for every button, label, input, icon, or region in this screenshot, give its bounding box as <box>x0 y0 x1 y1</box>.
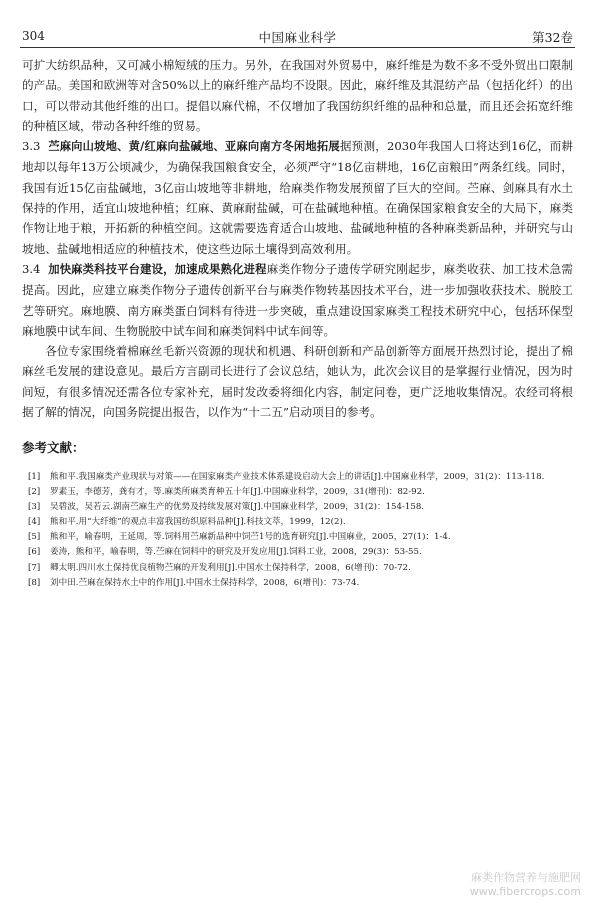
reference-text: 卿太明.四川水土保持优良植物苎麻的开发利用[J].中国水土保持科学，2008，6(增刊)：70-72. <box>50 562 411 573</box>
section-number: 3.3 <box>22 139 41 154</box>
journal-title: 中国麻业科学 <box>258 30 337 45</box>
reference-number: [3] <box>28 502 41 513</box>
reference-text: 熊和平.用“大纤维”的观点丰富我国纺织原料品种[J].科技文萃，1999，12(2). <box>50 517 346 528</box>
references-heading: 参考文献： <box>22 440 85 455</box>
reference-item <box>22 530 573 545</box>
page-number: 304 <box>22 29 45 43</box>
reference-item <box>22 485 573 500</box>
reference-text: 刘中田.苎麻在保持水土中的作用[J].中国水土保持科学，2008，6(增刊)：73-74. <box>50 577 360 588</box>
reference-number: [1] <box>28 472 41 482</box>
reference-number: [7] <box>28 562 41 573</box>
reference-item <box>22 545 573 560</box>
reference-list <box>22 470 573 591</box>
reference-number: [4] <box>28 517 41 528</box>
section-number: 3.4 <box>22 261 41 276</box>
reference-item <box>22 515 573 530</box>
reference-text: 罗素玉，李德芳，龚有才，等.麻类所麻类育种五十年[J].中国麻业科学，2009，31(增刊)：82-92. <box>50 487 425 498</box>
watermark-name: 麻类作物营养与施肥网 <box>471 871 581 884</box>
reference-text: 吴碧波，吴若云.湖南苎麻生产的优势及持续发展对策[J].中国麻业科学，2009，31(2)：154-158. <box>50 502 425 513</box>
watermark-url: www.fibercrops.com <box>469 885 581 898</box>
running-header <box>20 27 575 48</box>
reference-text: 熊和平.我国麻类产业现状与对策——在国家麻类产业技术体系建设启动大会上的讲话[J].中国麻业科学，2009，31(2)：113-118. <box>50 472 545 482</box>
reference-number: [8] <box>28 577 41 588</box>
section-text: 麻类作物分子遗传学研究刚起步，麻类收获、加工技术急需提高。因此，应建立麻类作物分子遗传创新平台与麻类作物转基因技术平台，进一步加强收获技术、脱胶工艺等研究。麻地膜、南方麻类蛋白饲料有待进一步突破，重点建设国家麻类工程技术研究中心，包括环保型麻地膜中试车间、生物脱胶中试车间和麻类饲料中试车间等。 <box>22 261 573 338</box>
volume-label: 第32卷 <box>532 30 573 45</box>
reference-text: 熊和平，喻春明，王延周，等.饲料用苎麻新品种中饲苎1号的选育研究[J].中国麻业，2005，27(1)：1-4. <box>50 532 451 543</box>
reference-item <box>22 500 573 515</box>
section-title: 苎麻向山坡地、黄/红麻向盐碱地、亚麻向南方冬闲地拓展 <box>48 140 340 154</box>
intro-paragraph: 可扩大纺织品种，又可减小棉短绒的压力。另外，在我国对外贸易中，麻纤维是为数不多不受外贸出口限制的产品。美国和欧洲等对含50%以上的麻纤维产品均不设限。因此，麻纤维及其混纺产品（包括化纤）的出口，可以带动其他纤维的出口。提倡以麻代棉，不仅增加了我国纺织纤维的品种和总量，而且还会拓宽纤维的种植区域，带动各种纤维的贸易。 <box>22 58 573 133</box>
reference-text: 姜涛，熊和平，喻春明，等.苎麻在饲料中的研究及开发应用[J].饲料工业，2008，29(3)：53-55. <box>50 547 422 558</box>
section-title: 加快麻类科技平台建设，加速成果熟化进程 <box>48 262 267 276</box>
reference-number: [2] <box>28 487 41 498</box>
site-watermark <box>470 871 581 899</box>
section-3-4 <box>22 259 573 341</box>
reference-number: [6] <box>28 547 41 558</box>
reference-item <box>22 470 573 485</box>
reference-item <box>22 561 573 576</box>
reference-number: [5] <box>28 532 41 543</box>
article-body <box>22 55 573 422</box>
reference-item <box>22 576 573 591</box>
closing-paragraph: 各位专家围绕着棉麻丝毛新兴资源的现状和机遇、科研创新和产品创新等方面展开热烈讨论，提出了棉麻丝毛发展的建设意见。最后方言副司长进行了会议总结，她认为，此次会议目的是掌握行业情况，因为时间短，有很多情况还需各位专家补充，届时发改委将细化内容，制定问卷，更广泛地收集情况。农经司将根据了解的情况，向国务院提出报告，以作为“十二五”启动项目的参考。 <box>22 344 573 420</box>
section-text: 据预测，2030年我国人口将达到16亿，而耕地却以每年13万公顷减少，为确保我国粮食安全，必须严守“18亿亩耕地，16亿亩粮田”两条红线。同时，我国有近15亿亩盐碱地，3亿亩山坡地等非耕地，给麻类作物发展预留了巨大的空间。苎麻、剑麻具有水土保持的作用，适宜山坡地种植；红麻、黄麻耐盐碱，可在盐碱地种植。在确保国家粮食安全的大局下，麻类作物让地于粮，开拓新的种植空间。这就需要选育适合山坡地、盐碱地种植的各种麻类新品种，并研究与山坡地、盐碱地相适应的种植技术，使这些边际土壤得到高效利用。 <box>22 139 573 256</box>
section-3-3 <box>22 136 573 259</box>
